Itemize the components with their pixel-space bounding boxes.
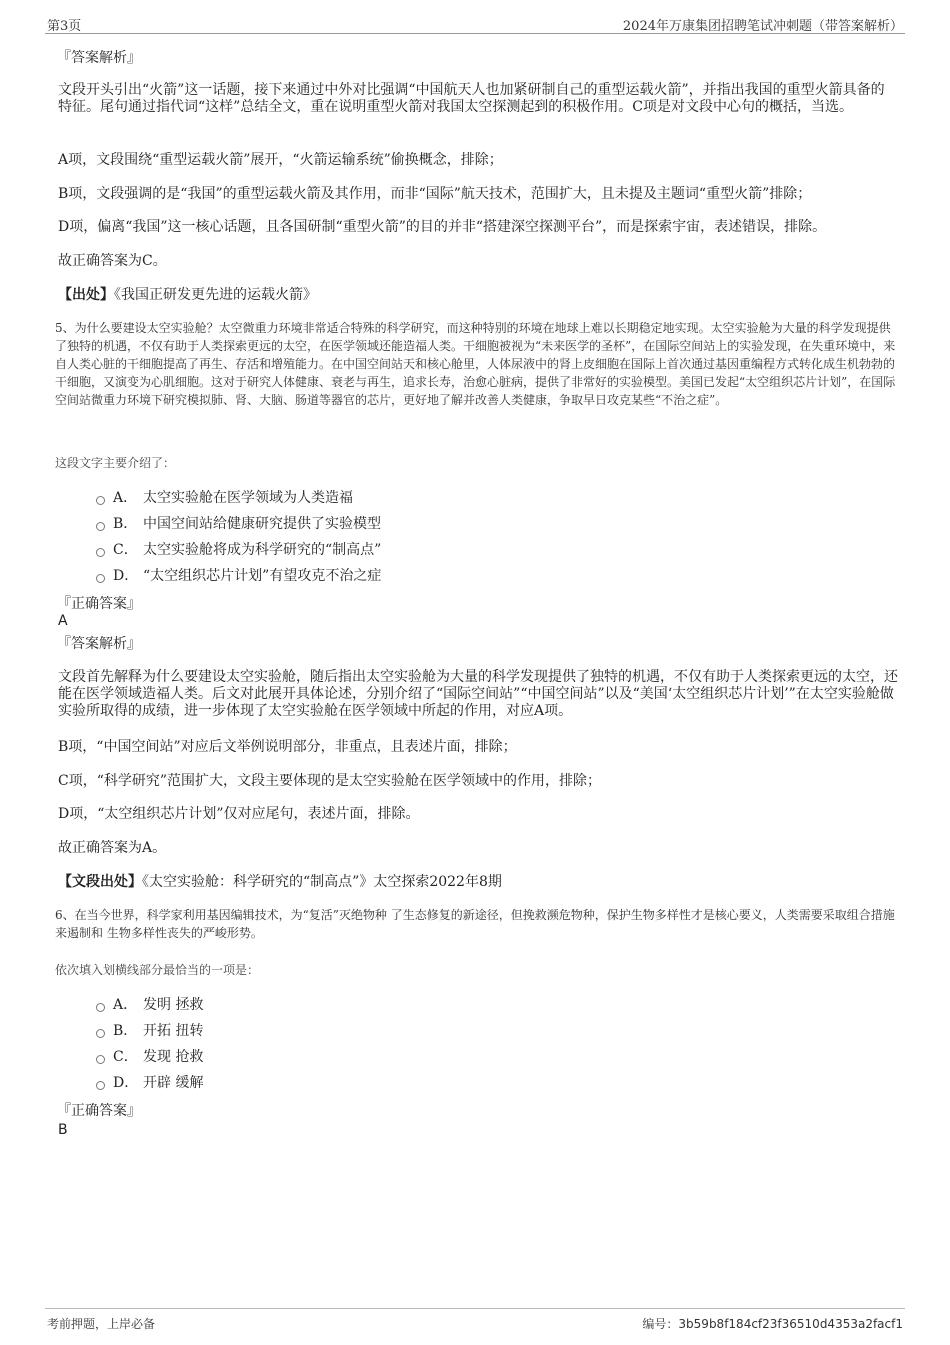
q6-option-b[interactable] [96,1021,203,1041]
q5-analysis-d: D项，“太空组织芯片计划”仅对应尾句，表述片面，排除。 [58,806,420,822]
q4-analysis-b: B项，文段强调的是“我国”的重型运载火箭及其作用，而非“国际”航天技术，范围扩大，且未提及主题词“重型火箭”排除； [58,186,812,202]
option-letter: B． [113,1023,138,1039]
q5-option-a[interactable] [96,488,353,508]
q6-option-c[interactable] [96,1047,203,1067]
option-letter: B． [113,516,138,532]
q4-analysis-paragraph: 文段开头引出“火箭”这一话题，接下来通过中外对比强调“中国航天人也加紧研制自己的重型运载火箭”，并指出我国的重型火箭具备的特征。尾句通过指代词“这样”总结全文，重在说明重型火箭对我国太空探测起到的积极作用。C项是对文段中心句的概括，当选。 [58,82,885,115]
radio-button[interactable] [96,574,105,583]
q5-source [58,873,898,891]
footer-slogan: 考前押题，上岸必备 [47,1317,156,1331]
option-text: 太空实验舱在医学领域为人类造福 [143,490,353,506]
option-letter: A． [113,997,138,1013]
radio-button[interactable] [96,496,105,505]
option-text: 太空实验舱将成为科学研究的“制高点” [143,542,382,558]
q5-option-c[interactable] [96,540,381,560]
option-text: 发明 拯救 [143,997,204,1013]
q5-answer-label: 『正确答案』 [57,596,141,612]
option-letter: D． [113,1075,139,1091]
radio-button[interactable] [96,1003,105,1012]
radio-button[interactable] [96,1081,105,1090]
option-letter: A． [113,490,138,506]
option-text: 中国空间站给健康研究提供了实验模型 [143,516,381,532]
option-text: 发现 抢救 [143,1049,204,1065]
q4-analysis-a: A项，文段围绕“重型运载火箭”展开，“火箭运输系统”偷换概念，排除； [58,152,503,168]
q6-answer-label: 『正确答案』 [57,1103,141,1119]
q5-prompt: 这段文字主要介绍了： [55,456,176,470]
q6-answer: B [58,1122,68,1138]
radio-button[interactable] [96,1029,105,1038]
q5-analysis-b: B项，“中国空间站”对应后文举例说明部分，非重点，且表述片面，排除； [58,739,517,755]
radio-button[interactable] [96,522,105,531]
q5-source-text: 《太空实验舱：科学研究的“制高点”》太空探索2022年8期 [142,874,502,890]
q6-option-a[interactable] [96,995,203,1015]
q6-question: 6、在当今世界，科学家利用基因编辑技术，为“复活”灭绝物种 了生态修复的新途径，但挽救濒危物种，保护生物多样性才是核心要义，人类需要采取组合措施来遏制和 生物多样性丧失的严峻形势。 [55,908,895,940]
q5-analysis-paragraph: 文段首先解释为什么要建设太空实验舱，随后指出太空实验舱为大量的科学发现提供了独特的机遇，不仅有助于人类探索更远的太空，还能在医学领域造福人类。后文对此展开具体论述，分别介绍了“国际空间站”“中国空间站”以及“美国‘太空组织芯片计划’”在太空实验舱做实验所取得的成绩，进一步体现了太空实验舱在医学领域中所起的作用，对应A项。 [58,669,898,719]
q4-source-label: 【出处】 [58,287,114,303]
q4-source-text: 《我国正研发更先进的运载火箭》 [114,287,317,303]
q5-conclusion: 故正确答案为A。 [58,840,167,856]
document-title: 2024年万康集团招聘笔试冲刺题（带答案解析） [622,19,903,34]
option-letter: C． [113,542,138,558]
q5-analysis-c: C项，“科学研究”范围扩大，文段主要体现的是太空实验舱在医学领域中的作用，排除； [58,773,602,789]
q6-option-d[interactable] [96,1073,203,1093]
q6-prompt: 依次填入划横线部分最恰当的一项是： [55,963,260,977]
q5-answer: A [58,613,68,629]
q5-source-label: 【文段出处】 [58,874,142,890]
q4-analysis-label: 『答案解析』 [57,50,141,66]
q5-question: 5、为什么要建设太空实验舱？太空微重力环境非常适合特殊的科学研究，而这种特别的环境在地球上难以长期稳定地实现。太空实验舱为大量的科学发现提供了独特的机遇，不仅有助于人类探索更远的太空，在医学领域还能造福人类。干细胞被视为“未来医学的圣杯”，在国际空间站上的实验发现，在失重环境中，来自人类心脏的干细胞提高了再生、存活和增殖能力。在中国空间站天和核心舱里，人体尿液中的肾上皮细胞在国际上首次通过基因重编程方式转化成生机勃勃的干细胞，又演变为心肌细胞。这对于研究人体健康、衰老与再生，追求长寿，治愈心脏病，提供了非常好的实验模型。美国已发起“太空组织芯片计划”，在国际空间站微重力环境下研究模拟肺、肾、大脑、肠道等器官的芯片，更好地了解并改善人类健康，争取早日攻克某些“不治之症”。 [55,321,896,407]
option-text: 开辟 缓解 [143,1075,204,1091]
option-text: “太空组织芯片计划”有望攻克不治之症 [143,568,382,584]
q5-option-b[interactable] [96,514,381,534]
option-text: 开拓 扭转 [143,1023,204,1039]
q5-analysis-label: 『答案解析』 [57,636,141,652]
radio-button[interactable] [96,1055,105,1064]
option-letter: D． [113,568,139,584]
q4-conclusion: 故正确答案为C。 [58,253,167,269]
page-header [45,15,905,34]
page-number: 第3页 [47,19,82,34]
q4-source [58,286,898,304]
page-footer [45,1308,905,1331]
q4-analysis-d: D项，偏离“我国”这一核心话题，且各国研制“重型火箭”的目的并非“搭建深空探测平台”，而是探索宇宙，表述错误，排除。 [58,219,827,235]
document-code: 编号：3b59b8f184cf23f36510d4353a2facf1 [642,1317,903,1331]
option-letter: C． [113,1049,138,1065]
q5-option-d[interactable] [96,566,381,586]
radio-button[interactable] [96,548,105,557]
